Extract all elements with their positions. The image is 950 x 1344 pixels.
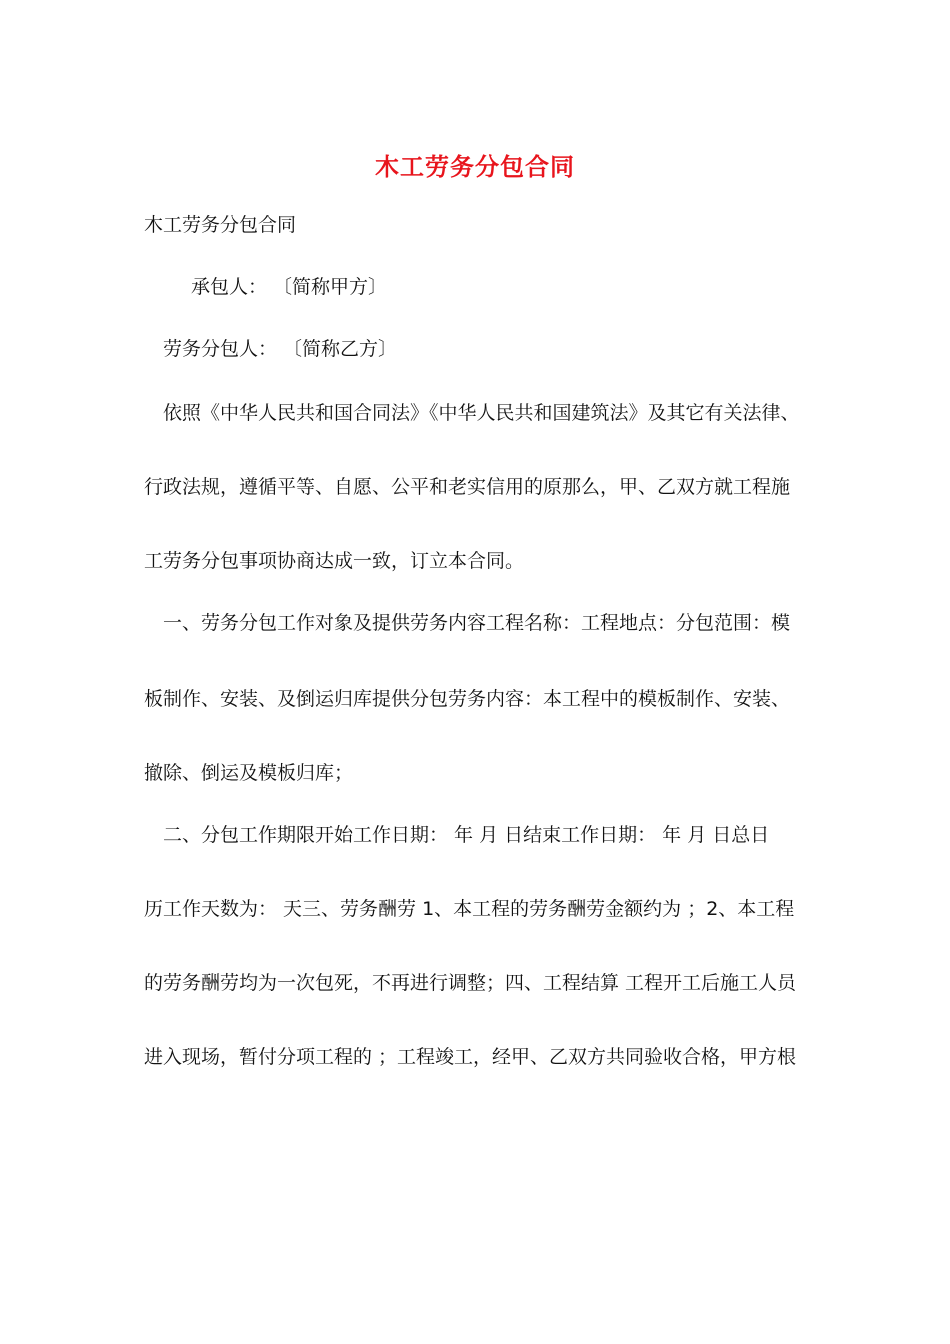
paragraph-line: 二、分包工作期限开始工作日期： 年 月 日结束工作日期： 年 月 日总日 bbox=[163, 824, 770, 846]
paragraph-line: 工劳务分包事项协商达成一致，订立本合同。 bbox=[144, 550, 525, 572]
subtitle-line: 木工劳务分包合同 bbox=[144, 214, 297, 236]
document-title: 木工劳务分包合同 bbox=[375, 152, 575, 181]
paragraph-line: 依照《中华人民共和国合同法》《中华人民共和国建筑法》及其它有关法律、 bbox=[163, 402, 800, 424]
paragraph-line: 一、劳务分包工作对象及提供劳务内容工程名称：工程地点：分包范围：模 bbox=[163, 612, 791, 634]
paragraph-line: 进入现场，暂付分项工程的 ；工程竣工，经甲、乙双方共同验收合格，甲方根 bbox=[144, 1046, 797, 1068]
paragraph-line: 历工作天数为： 天三、劳务酬劳 1、本工程的劳务酬劳金额约为 ；2、本工程 bbox=[144, 898, 795, 920]
paragraph-line: 的劳务酬劳均为一次包死，不再进行调整；四、工程结算 工程开工后施工人员 bbox=[144, 972, 797, 994]
contractor-line: 承包人： 〔简称甲方〕 bbox=[191, 276, 388, 298]
paragraph-line: 撤除、倒运及模板归库； bbox=[144, 762, 354, 784]
paragraph-line: 板制作、安装、及倒运归库提供分包劳务内容：本工程中的模板制作、安装、 bbox=[144, 688, 791, 710]
paragraph-line: 行政法规，遵循平等、自愿、公平和老实信用的原那么，甲、乙双方就工程施 bbox=[144, 476, 791, 498]
subcontractor-line: 劳务分包人： 〔简称乙方〕 bbox=[163, 338, 398, 360]
